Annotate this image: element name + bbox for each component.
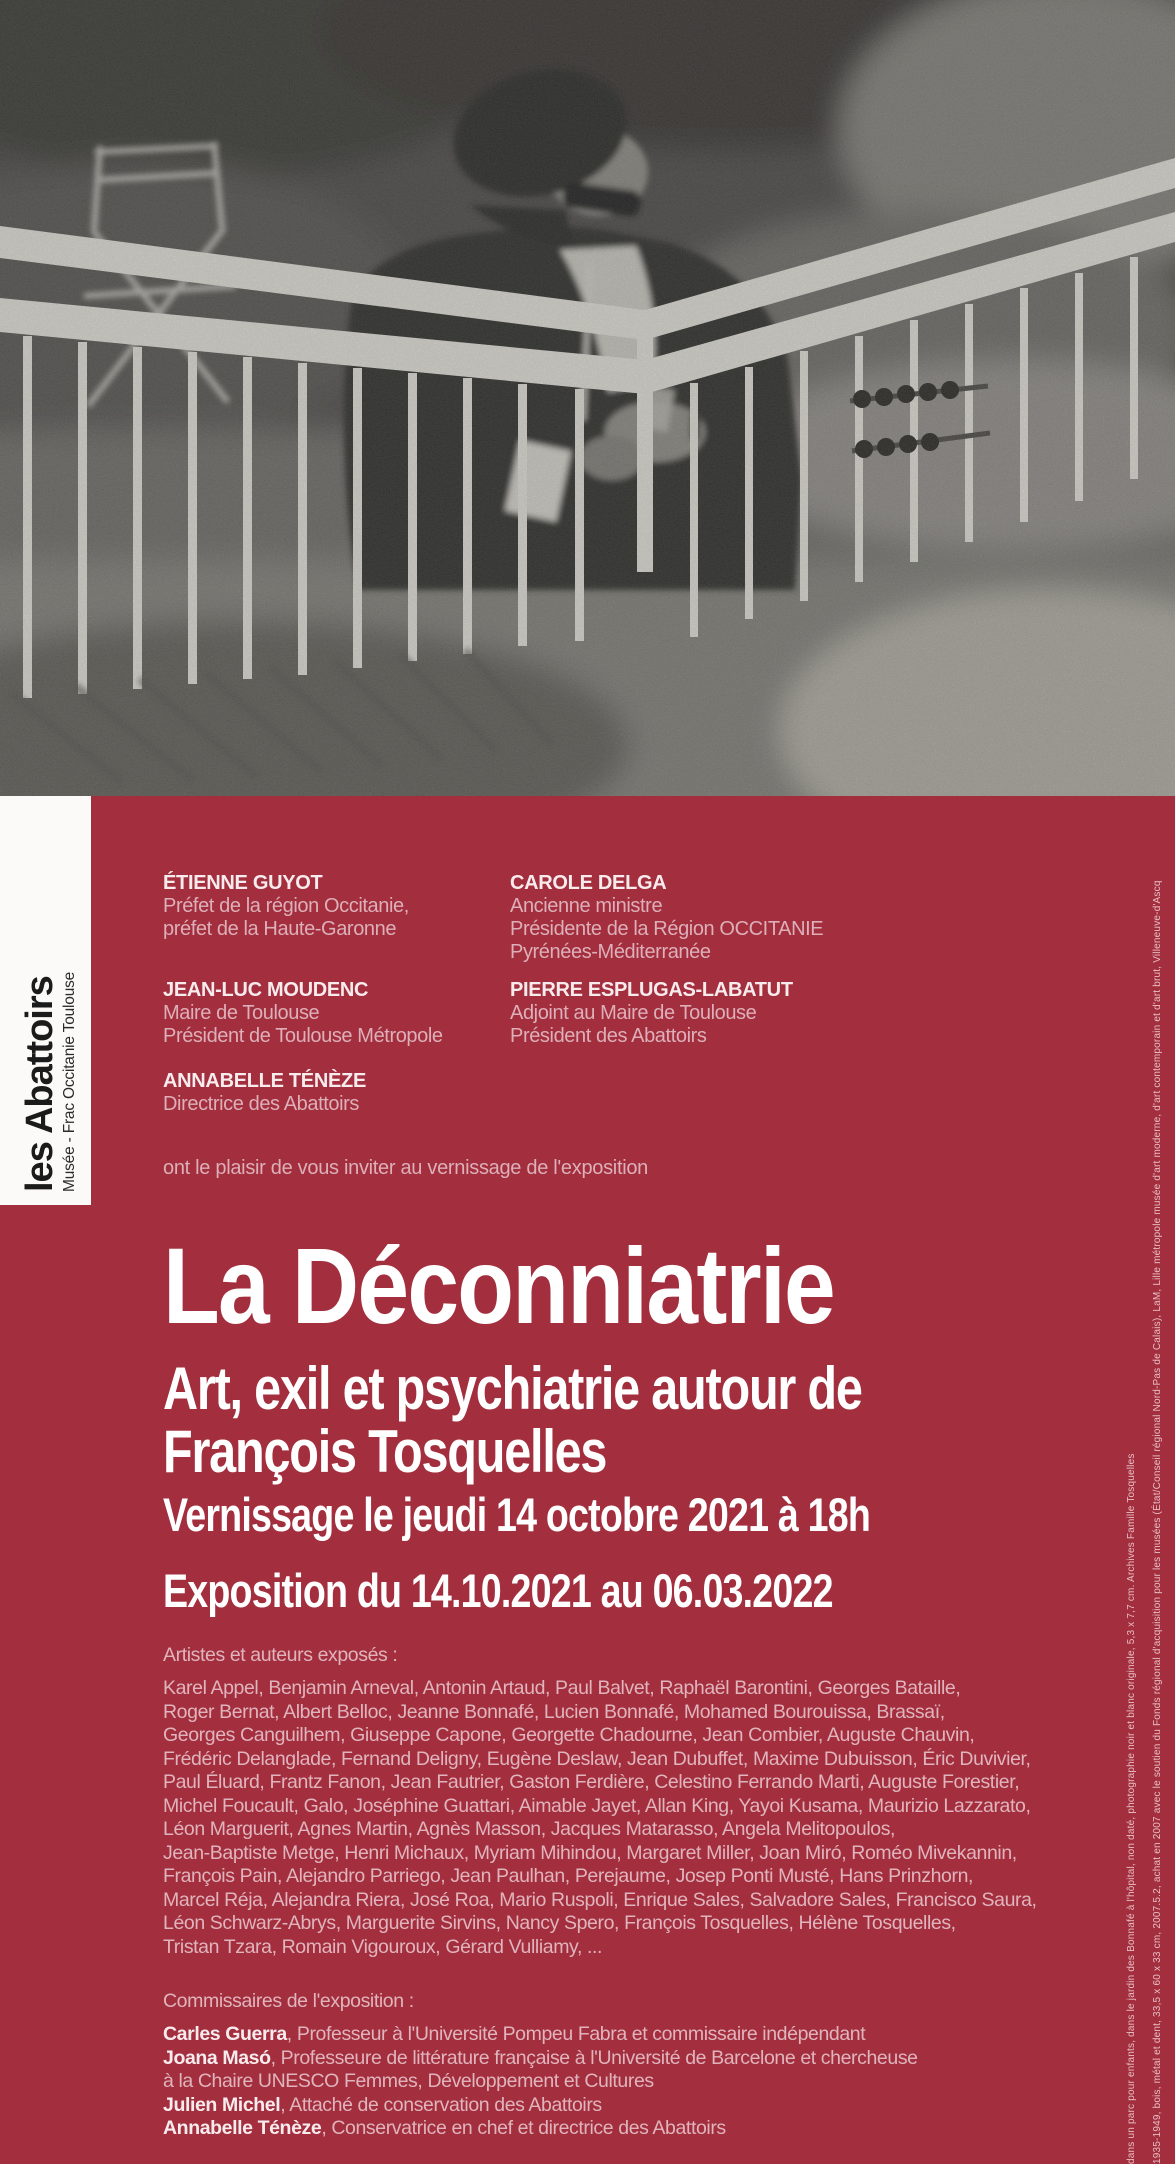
curator-entry	[163, 2094, 918, 2118]
vernissage-line-wrap	[163, 1488, 1047, 1541]
official-name: ANNABELLE TÉNÈZE	[163, 1070, 366, 1092]
official-role: Président des Abattoirs	[510, 1025, 707, 1047]
official-name: JEAN-LUC MOUDENC	[163, 979, 369, 1001]
artists-line: Léon Schwarz-Abrys, Marguerite Sirvins, Nancy Spero, François Tosquelles, Hélène Tosquelles,	[163, 1912, 956, 1934]
artists-list	[163, 1677, 1037, 1959]
artists-line: Paul Éluard, Frantz Fanon, Jean Fautrier, Gaston Ferdière, Celestino Ferrando Marti, Auguste Forestier,	[163, 1771, 1020, 1793]
curator-role: , Professeur à l'Université Pompeu Fabra et commissaire indépendant	[286, 2023, 866, 2045]
les-abattoirs-logo	[19, 971, 82, 1192]
exposition-line-wrap	[163, 1564, 1000, 1617]
artists-line: Karel Appel, Benjamin Arneval, Antonin Artaud, Paul Balvet, Raphaël Barontini, Georges Bataille,	[163, 1677, 961, 1699]
curator-name: Annabelle Ténèze	[163, 2117, 322, 2139]
vernissage-line: Vernissage le jeudi 14 octobre 2021 à 18h	[163, 1488, 871, 1541]
officials-right-entry-1	[510, 872, 823, 964]
officials-left-entry-3	[163, 1070, 366, 1116]
exhibition-title-wrap	[163, 1225, 943, 1346]
artists-heading: Artistes et auteurs exposés :	[163, 1644, 398, 1666]
curators-heading: Commissaires de l'exposition :	[163, 1990, 414, 2012]
cover-photo	[0, 0, 1175, 796]
official-name: CAROLE DELGA	[510, 872, 667, 894]
curator-entry	[163, 2047, 918, 2071]
artists-line: Jean-Baptiste Metge, Henri Michaux, Myriam Mihindou, Margaret Miller, Joan Miró, Roméo Mivekannin,	[163, 1841, 1017, 1864]
curator-role: à la Chaire UNESCO Femmes, Développement et Cultures	[163, 2070, 654, 2092]
artists-line: Léon Marguerit, Agnes Martin, Agnès Masson, Jacques Matarasso, Angela Melitopoulos,	[163, 1818, 896, 1840]
artwork-credit-vertical: 1935-1949, bois, métal et dent, 33,5 x 60 x 33 cm, 2007.5.2, achat en 2007 avec le soutien du Fonds régional d'acquisition pour les musées (État/Conseil régional Nord-Pas de Calais), LaM, Lille métropole musée d'art moderne, d'art contemporain et d'art brut, Villeneuve-d'Ascq	[1152, 880, 1163, 2164]
subtitle-line-2: François Tosquelles	[163, 1418, 607, 1485]
film-grain-light	[0, 0, 1175, 796]
curator-role: , Attaché de conservation des Abattoirs	[280, 2093, 602, 2116]
curator-entry	[163, 2023, 918, 2047]
official-name: PIERRE ESPLUGAS-LABATUT	[510, 979, 793, 1001]
officials-left-entry-1	[163, 872, 409, 941]
curator-role: , Professeure de littérature française à l'Université de Barcelone et chercheuse	[270, 2046, 918, 2069]
curator-name: Carles Guerra	[163, 2023, 287, 2045]
photo-credit-vertical: dans un parc pour enfants, dans le jardin des Bonnafé à l'hôpital, non daté, photographie noir et blanc originale, 5,3 x 7,7 cm. Archives Famille Tosquelles	[1126, 1453, 1137, 2164]
officials-left-entry-2	[163, 979, 443, 1048]
official-role: Adjoint au Maire de Toulouse	[510, 1002, 757, 1024]
logo-title: les Abattoirs	[19, 976, 61, 1192]
curator-entry	[163, 2070, 918, 2094]
curators-list	[163, 2023, 918, 2141]
official-role: Pyrénées-Méditerranée	[510, 941, 711, 963]
official-role: Ancienne ministre	[510, 895, 663, 917]
exhibition-title: La Déconniatrie	[163, 1225, 834, 1346]
official-role: Directrice des Abattoirs	[163, 1093, 360, 1115]
invitation-line: ont le plaisir de vous inviter au vernissage de l'exposition	[163, 1157, 648, 1179]
official-name: ÉTIENNE GUYOT	[163, 872, 323, 894]
logo-subtitle: Musée - Frac Occitanie Toulouse	[61, 971, 78, 1192]
exposition-line: Exposition du 14.10.2021 au 06.03.2022	[163, 1564, 833, 1617]
official-role: Président de Toulouse Métropole	[163, 1025, 443, 1047]
subtitle-line-1: Art, exil et psychiatrie autour de	[163, 1355, 862, 1422]
exhibition-subtitle	[163, 1357, 1026, 1483]
officials-right-entry-2	[510, 979, 793, 1048]
curator-name: Joana Masó	[163, 2046, 271, 2069]
artists-line: Frédéric Delanglade, Fernand Deligny, Eugène Deslaw, Jean Dubuffet, Maxime Dubuisson, Éric Duvivier,	[163, 1747, 1031, 1770]
curator-name: Julien Michel	[163, 2093, 281, 2116]
artists-line: Georges Canguilhem, Giuseppe Capone, Georgette Chadourne, Jean Combier, Auguste Chauvin,	[163, 1724, 975, 1746]
curator-entry	[163, 2117, 918, 2141]
artists-line: Roger Bernat, Albert Belloc, Jeanne Bonnafé, Lucien Bonnafé, Mohamed Bourouissa, Brassaï,	[163, 1700, 945, 1723]
artists-line: Marcel Réja, Alejandra Riera, José Roa, Mario Ruspoli, Enrique Sales, Salvadore Sales, Francisco Saura,	[163, 1888, 1037, 1911]
official-role: Préfet de la région Occitanie,	[163, 895, 409, 917]
curator-role: , Conservatrice en chef et directrice des Abattoirs	[321, 2117, 726, 2139]
artists-line: Michel Foucault, Galo, Joséphine Guattari, Aimable Jayet, Allan King, Yayoi Kusama, Maurizio Lazzarato,	[163, 1794, 1031, 1817]
artists-line: François Pain, Alejandro Parriego, Jean Paulhan, Perejaume, Josep Ponti Musté, Hans Prinzhorn,	[163, 1865, 974, 1887]
official-role: préfet de la Haute-Garonne	[163, 918, 397, 940]
artists-line: Tristan Tzara, Romain Vigouroux, Gérard Vulliamy, ...	[163, 1935, 603, 1958]
official-role: Présidente de la Région OCCITANIE	[510, 918, 824, 940]
official-role: Maire de Toulouse	[163, 1002, 320, 1024]
